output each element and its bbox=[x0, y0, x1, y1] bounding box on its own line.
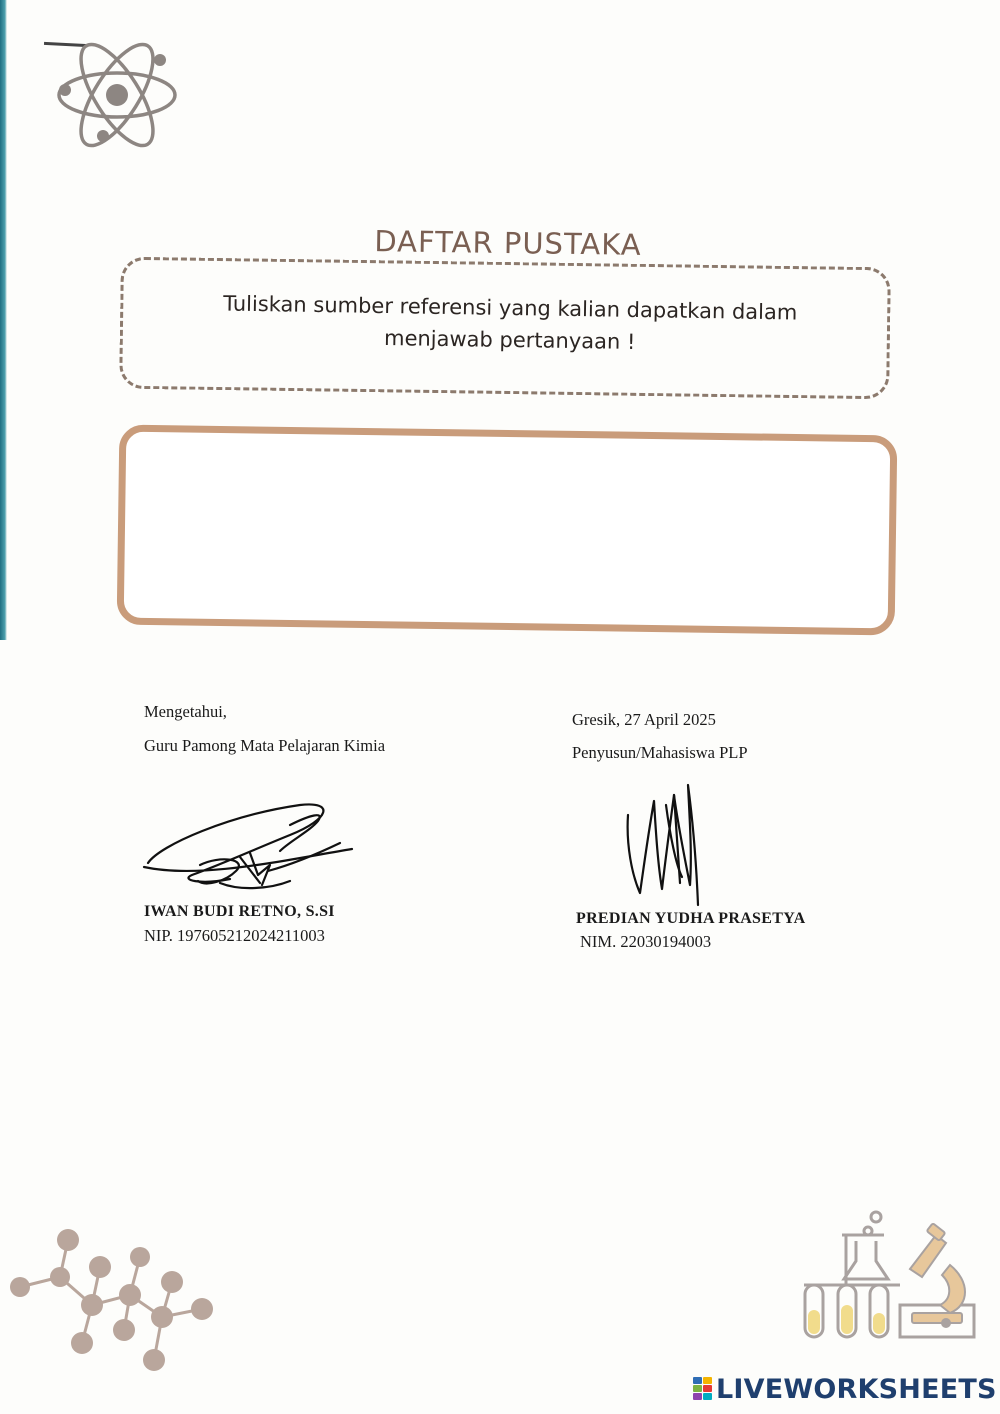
instruction-line-2: menjawab pertanyaan ! bbox=[383, 326, 636, 354]
left-role-label: Guru Pamong Mata Pelajaran Kimia bbox=[144, 736, 386, 755]
left-acknowledge-label: Mengetahui, bbox=[144, 702, 227, 721]
right-signer-name: PREDIAN YUDHA PRASETYA bbox=[576, 910, 806, 927]
right-role-label: Penyusun/Mahasiswa PLP bbox=[572, 743, 748, 762]
page-title: DAFTAR PUSTAKA bbox=[374, 224, 642, 262]
instruction-text bbox=[170, 287, 851, 362]
instruction-line-1: Tuliskan sumber referensi yang kalian dapatkan dalam bbox=[223, 291, 798, 325]
atom-icon bbox=[55, 40, 185, 152]
right-signer-nim: NIM. 22030194003 bbox=[580, 932, 712, 951]
right-place-date: Gresik, 27 April 2025 bbox=[572, 710, 716, 729]
right-signature-image bbox=[618, 765, 708, 915]
answer-box[interactable] bbox=[117, 425, 898, 636]
left-signer-nip: NIP. 197605212024211003 bbox=[144, 926, 325, 945]
brand-blocks-icon bbox=[693, 1377, 713, 1401]
liveworksheets-logo bbox=[693, 1372, 997, 1406]
molecule-icon bbox=[0, 1220, 230, 1390]
brand-text: LIVEWORKSHEETS bbox=[716, 1373, 997, 1405]
left-signer-name: IWAN BUDI RETNO, S.SI bbox=[144, 903, 335, 920]
page-edge-strip bbox=[0, 0, 7, 640]
left-signature-image bbox=[140, 795, 365, 900]
lab-equipment-icon bbox=[800, 1205, 980, 1355]
